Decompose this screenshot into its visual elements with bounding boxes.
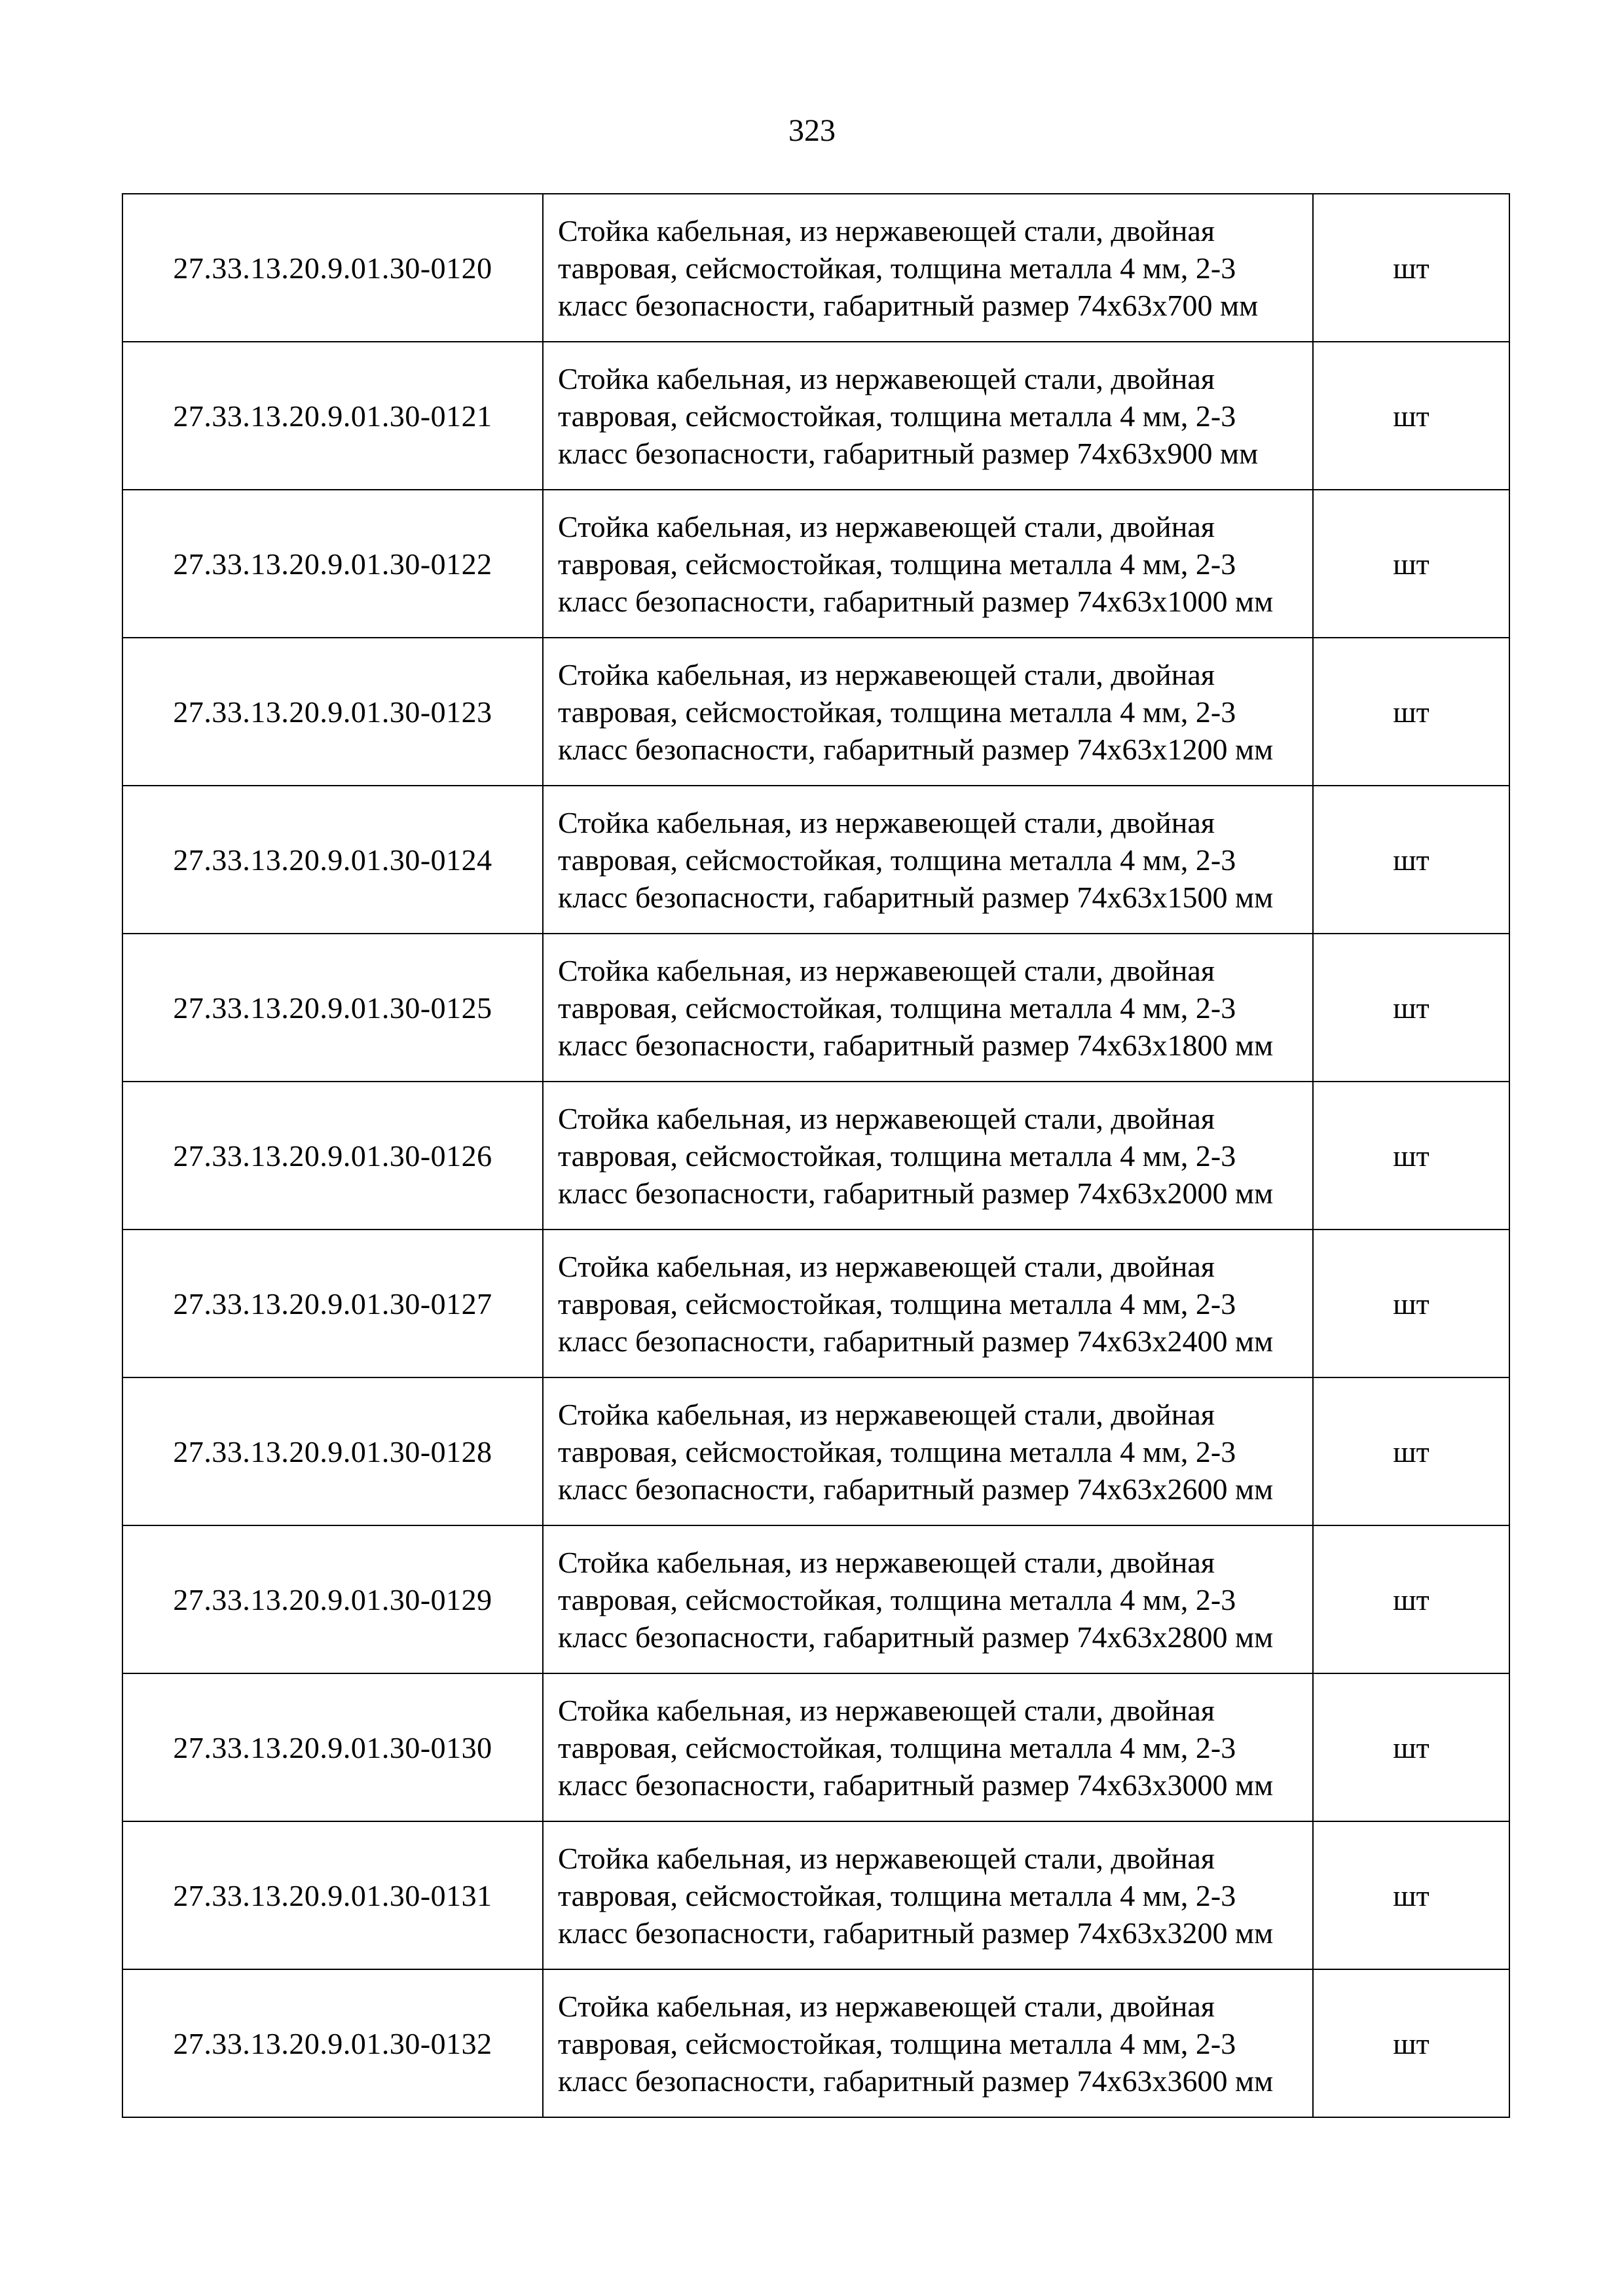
- table-row: [122, 194, 1509, 342]
- table-body: [122, 194, 1509, 2117]
- table-row: [122, 1230, 1509, 1377]
- table-row: [122, 490, 1509, 638]
- description-cell: Стойка кабельная, из нержавеющей стали, двойная тавровая, сейсмостойкая, толщина металла 4 мм, 2-3 класс безопасности, габаритный размер 74х63х1000 мм: [543, 490, 1313, 638]
- table-row: [122, 1082, 1509, 1230]
- unit-cell: шт: [1313, 1082, 1509, 1230]
- code-cell: 27.33.13.20.9.01.30-0126: [122, 1082, 543, 1230]
- code-cell: 27.33.13.20.9.01.30-0132: [122, 1969, 543, 2117]
- unit-cell: шт: [1313, 786, 1509, 934]
- description-cell: Стойка кабельная, из нержавеющей стали, двойная тавровая, сейсмостойкая, толщина металла 4 мм, 2-3 класс безопасности, габаритный размер 74х63х2000 мм: [543, 1082, 1313, 1230]
- description-cell: Стойка кабельная, из нержавеющей стали, двойная тавровая, сейсмостойкая, толщина металла 4 мм, 2-3 класс безопасности, габаритный размер 74х63х3600 мм: [543, 1969, 1313, 2117]
- unit-cell: шт: [1313, 490, 1509, 638]
- table-row: [122, 786, 1509, 934]
- table-row: [122, 1969, 1509, 2117]
- code-cell: 27.33.13.20.9.01.30-0122: [122, 490, 543, 638]
- table-row: [122, 934, 1509, 1082]
- description-cell: Стойка кабельная, из нержавеющей стали, двойная тавровая, сейсмостойкая, толщина металла 4 мм, 2-3 класс безопасности, габаритный размер 74х63х2600 мм: [543, 1377, 1313, 1525]
- code-cell: 27.33.13.20.9.01.30-0127: [122, 1230, 543, 1377]
- code-cell: 27.33.13.20.9.01.30-0131: [122, 1821, 543, 1969]
- unit-cell: шт: [1313, 934, 1509, 1082]
- page-number: 323: [788, 113, 836, 148]
- unit-cell: шт: [1313, 342, 1509, 490]
- description-cell: Стойка кабельная, из нержавеющей стали, двойная тавровая, сейсмостойкая, толщина металла 4 мм, 2-3 класс безопасности, габаритный размер 74х63х3200 мм: [543, 1821, 1313, 1969]
- description-cell: Стойка кабельная, из нержавеющей стали, двойная тавровая, сейсмостойкая, толщина металла 4 мм, 2-3 класс безопасности, габаритный размер 74х63х3000 мм: [543, 1673, 1313, 1821]
- description-cell: Стойка кабельная, из нержавеющей стали, двойная тавровая, сейсмостойкая, толщина металла 4 мм, 2-3 класс безопасности, габаритный размер 74х63х700 мм: [543, 194, 1313, 342]
- description-cell: Стойка кабельная, из нержавеющей стали, двойная тавровая, сейсмостойкая, толщина металла 4 мм, 2-3 класс безопасности, габаритный размер 74х63х2800 мм: [543, 1525, 1313, 1673]
- table-row: [122, 1377, 1509, 1525]
- unit-cell: шт: [1313, 1821, 1509, 1969]
- unit-cell: шт: [1313, 1230, 1509, 1377]
- description-cell: Стойка кабельная, из нержавеющей стали, двойная тавровая, сейсмостойкая, толщина металла 4 мм, 2-3 класс безопасности, габаритный размер 74х63х900 мм: [543, 342, 1313, 490]
- code-cell: 27.33.13.20.9.01.30-0125: [122, 934, 543, 1082]
- description-cell: Стойка кабельная, из нержавеющей стали, двойная тавровая, сейсмостойкая, толщина металла 4 мм, 2-3 класс безопасности, габаритный размер 74х63х1800 мм: [543, 934, 1313, 1082]
- unit-cell: шт: [1313, 1525, 1509, 1673]
- table-row: [122, 1821, 1509, 1969]
- code-cell: 27.33.13.20.9.01.30-0124: [122, 786, 543, 934]
- unit-cell: шт: [1313, 638, 1509, 786]
- unit-cell: шт: [1313, 194, 1509, 342]
- code-cell: 27.33.13.20.9.01.30-0128: [122, 1377, 543, 1525]
- table-row: [122, 1525, 1509, 1673]
- unit-cell: шт: [1313, 1377, 1509, 1525]
- code-cell: 27.33.13.20.9.01.30-0130: [122, 1673, 543, 1821]
- code-cell: 27.33.13.20.9.01.30-0121: [122, 342, 543, 490]
- code-cell: 27.33.13.20.9.01.30-0129: [122, 1525, 543, 1673]
- resource-table: [122, 193, 1510, 2118]
- description-cell: Стойка кабельная, из нержавеющей стали, двойная тавровая, сейсмостойкая, толщина металла 4 мм, 2-3 класс безопасности, габаритный размер 74х63х1200 мм: [543, 638, 1313, 786]
- unit-cell: шт: [1313, 1969, 1509, 2117]
- table-row: [122, 1673, 1509, 1821]
- table-row: [122, 342, 1509, 490]
- table-row: [122, 638, 1509, 786]
- code-cell: 27.33.13.20.9.01.30-0123: [122, 638, 543, 786]
- unit-cell: шт: [1313, 1673, 1509, 1821]
- description-cell: Стойка кабельная, из нержавеющей стали, двойная тавровая, сейсмостойкая, толщина металла 4 мм, 2-3 класс безопасности, габаритный размер 74х63х2400 мм: [543, 1230, 1313, 1377]
- code-cell: 27.33.13.20.9.01.30-0120: [122, 194, 543, 342]
- description-cell: Стойка кабельная, из нержавеющей стали, двойная тавровая, сейсмостойкая, толщина металла 4 мм, 2-3 класс безопасности, габаритный размер 74х63х1500 мм: [543, 786, 1313, 934]
